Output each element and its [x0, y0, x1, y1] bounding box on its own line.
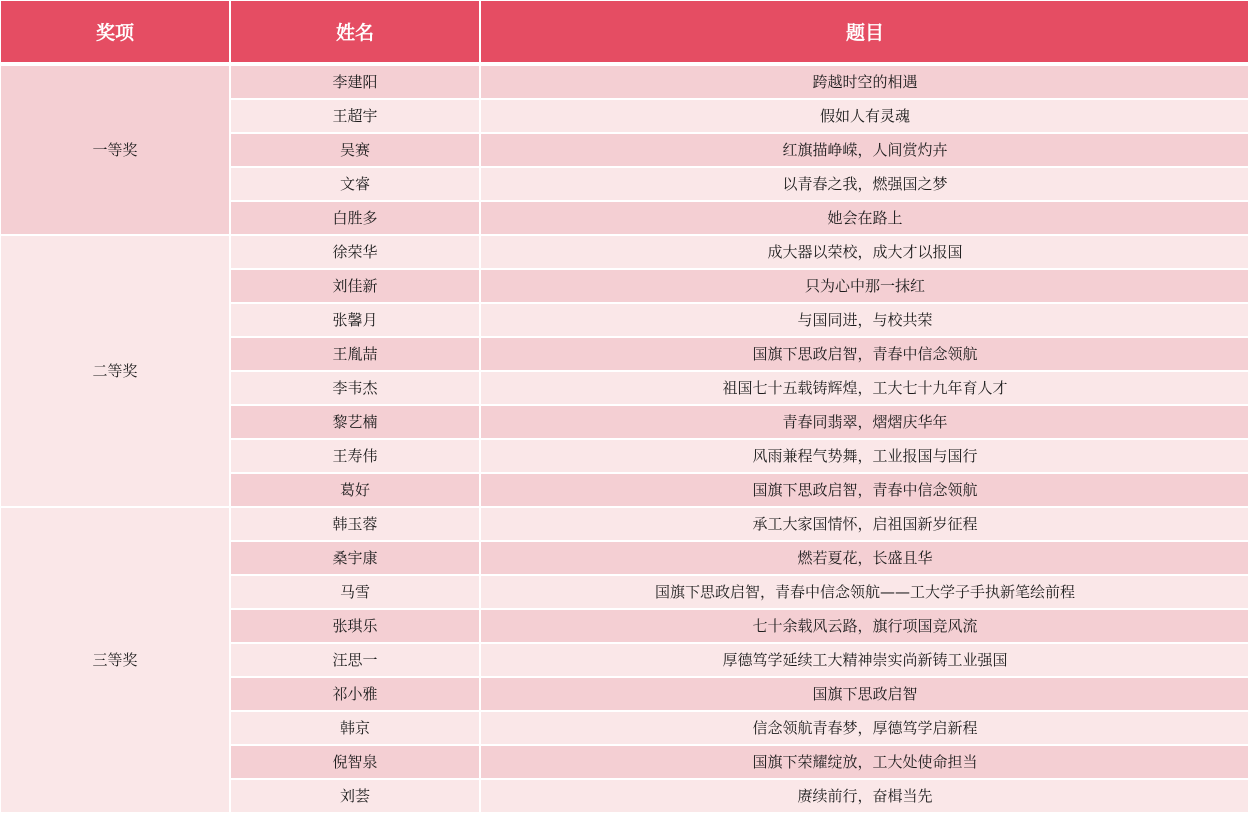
- name-cell: 王寿伟: [231, 440, 479, 472]
- name-cell: 刘荟: [231, 780, 479, 812]
- title-cell: 国旗下荣耀绽放，工大处使命担当: [481, 746, 1248, 778]
- name-cell: 徐荣华: [231, 236, 479, 268]
- title-cell: 赓续前行，奋楫当先: [481, 780, 1248, 812]
- table-header: [1, 1, 1248, 64]
- name-cell: 祁小雅: [231, 678, 479, 710]
- name-cell: 王超宇: [231, 100, 479, 132]
- title-cell: 燃若夏花，长盛且华: [481, 542, 1248, 574]
- title-cell: 跨越时空的相遇: [481, 66, 1248, 98]
- name-cell: 马雪: [231, 576, 479, 608]
- name-cell: 白胜多: [231, 202, 479, 234]
- table-row: [1, 508, 1248, 540]
- title-cell: 以青春之我，燃强国之梦: [481, 168, 1248, 200]
- name-cell: 吴赛: [231, 134, 479, 166]
- name-cell: 李韦杰: [231, 372, 479, 404]
- title-cell: 成大器以荣校，成大才以报国: [481, 236, 1248, 268]
- name-cell: 黎艺楠: [231, 406, 479, 438]
- header-award: 奖项: [1, 1, 229, 64]
- title-cell: 祖国七十五载铸辉煌，工大七十九年育人才: [481, 372, 1248, 404]
- name-cell: 倪智泉: [231, 746, 479, 778]
- name-cell: 桑宇康: [231, 542, 479, 574]
- name-cell: 张馨月: [231, 304, 479, 336]
- title-cell: 国旗下思政启智，青春中信念领航: [481, 338, 1248, 370]
- title-cell: 国旗下思政启智，青春中信念领航: [481, 474, 1248, 506]
- name-cell: 葛好: [231, 474, 479, 506]
- header-title: 题目: [481, 1, 1248, 64]
- name-cell: 韩京: [231, 712, 479, 744]
- award-cell: 一等奖: [1, 66, 229, 234]
- title-cell: 国旗下思政启智，青春中信念领航——工大学子手执新笔绘前程: [481, 576, 1248, 608]
- title-cell: 信念领航青春梦，厚德笃学启新程: [481, 712, 1248, 744]
- name-cell: 刘佳新: [231, 270, 479, 302]
- title-cell: 承工大家国情怀，启祖国新岁征程: [481, 508, 1248, 540]
- table-row: [1, 66, 1248, 98]
- header-row: [1, 1, 1248, 64]
- name-cell: 王胤喆: [231, 338, 479, 370]
- table-body: [1, 66, 1248, 812]
- name-cell: 文睿: [231, 168, 479, 200]
- title-cell: 假如人有灵魂: [481, 100, 1248, 132]
- name-cell: 汪思一: [231, 644, 479, 676]
- award-cell: 二等奖: [1, 236, 229, 506]
- title-cell: 青春同翡翠，熠熠庆华年: [481, 406, 1248, 438]
- name-cell: 韩玉蓉: [231, 508, 479, 540]
- header-name: 姓名: [231, 1, 479, 64]
- title-cell: 只为心中那一抹红: [481, 270, 1248, 302]
- name-cell: 李建阳: [231, 66, 479, 98]
- title-cell: 她会在路上: [481, 202, 1248, 234]
- title-cell: 七十余载风云路，旗行项国竞风流: [481, 610, 1248, 642]
- title-cell: 风雨兼程气势舞，工业报国与国行: [481, 440, 1248, 472]
- title-cell: 国旗下思政启智: [481, 678, 1248, 710]
- title-cell: 厚德笃学延续工大精神崇实尚新铸工业强国: [481, 644, 1248, 676]
- award-cell: 三等奖: [1, 508, 229, 812]
- name-cell: 张琪乐: [231, 610, 479, 642]
- title-cell: 与国同进，与校共荣: [481, 304, 1248, 336]
- title-cell: 红旗描峥嵘，人间赏灼卉: [481, 134, 1248, 166]
- table-row: [1, 236, 1248, 268]
